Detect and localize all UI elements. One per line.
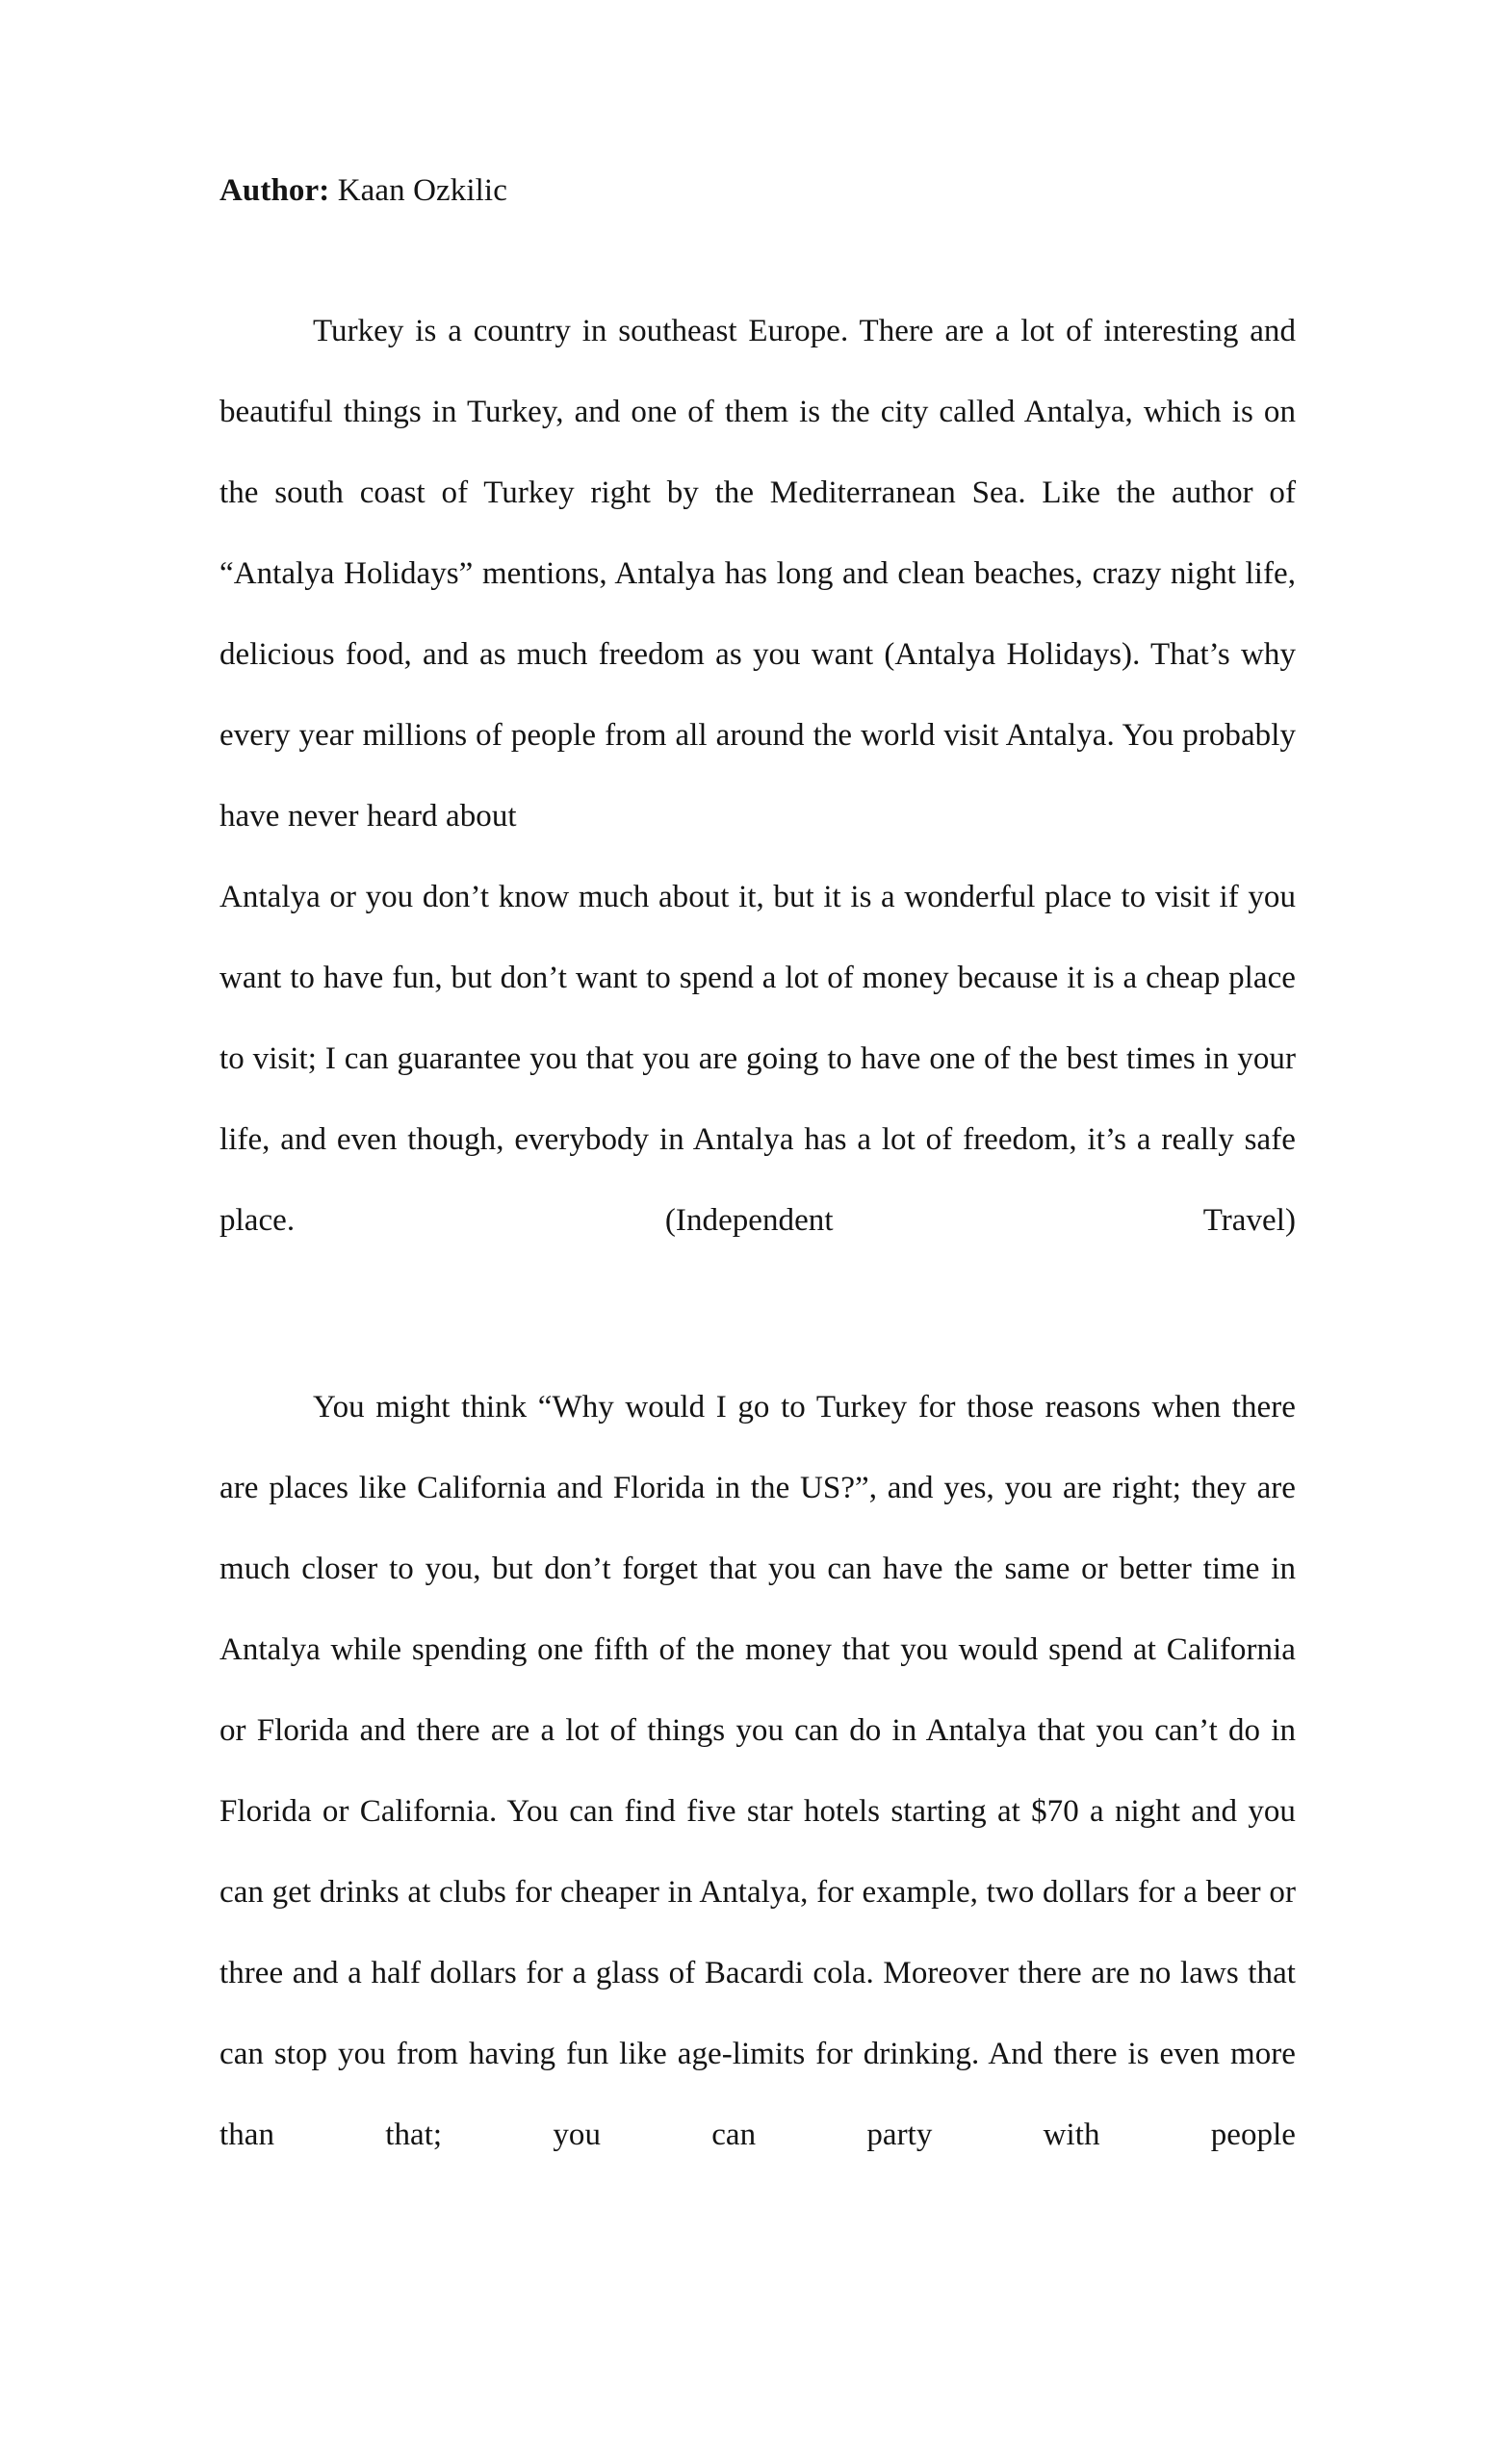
document-content-column <box>219 0 1296 2256</box>
author-byline <box>219 0 1296 211</box>
paragraph-1-segment-a: Turkey is a country in southeast Europe. There are a lot of interesting and beautiful things in Turkey, and one of them is the city called Antalya, which is on the south coast of Turkey right by the Mediterranean Sea. Like the author of “Antalya Holidays” mentions, Antalya has long and clean beaches, crazy night life, delicious food, and as much freedom as you want (Antalya Holidays). That’s why every year millions of people from all around the world visit Antalya. You probably have never heard about <box>219 314 1296 834</box>
author-name <box>329 173 507 208</box>
paragraph-1-segment-b: Antalya or you don’t know much about it, but it is a wonderful place to visit if you want to have fun, but don’t want to spend a lot of money because it is a cheap place to visit; I can guarantee you that you are going to have one of the best times in your life, and even though, everybody in Antalya has a lot of freedom, it’s a really safe place. (Independent Travel) <box>219 880 1296 1239</box>
body-paragraph-2 <box>219 1367 1296 2256</box>
body-paragraph-1 <box>219 291 1296 1342</box>
paragraph-2-text: You might think “Why would I go to Turkey for those reasons when there are places like California and Florida in the US?”, and yes, you are right; they are much closer to you, but don’t forget that you can have the same or better time in Antalya while spending one fifth of the money that you would spend at California or Florida and there are a lot of things you can do in Antalya that you can’t do in Florida or California. You can find five star hotels starting at $70 a night and you can get drinks at clubs for cheaper in Antalya, for example, two dollars for a beer or three and a half dollars for a glass of Bacardi cola. Moreover there are no laws that can stop you from having fun like age-limits for drinking. And there is even more than that; you can party with people <box>219 1390 1296 2153</box>
author-label: Author: <box>219 173 330 208</box>
author-name-text: Kaan Ozkilic <box>337 173 507 208</box>
